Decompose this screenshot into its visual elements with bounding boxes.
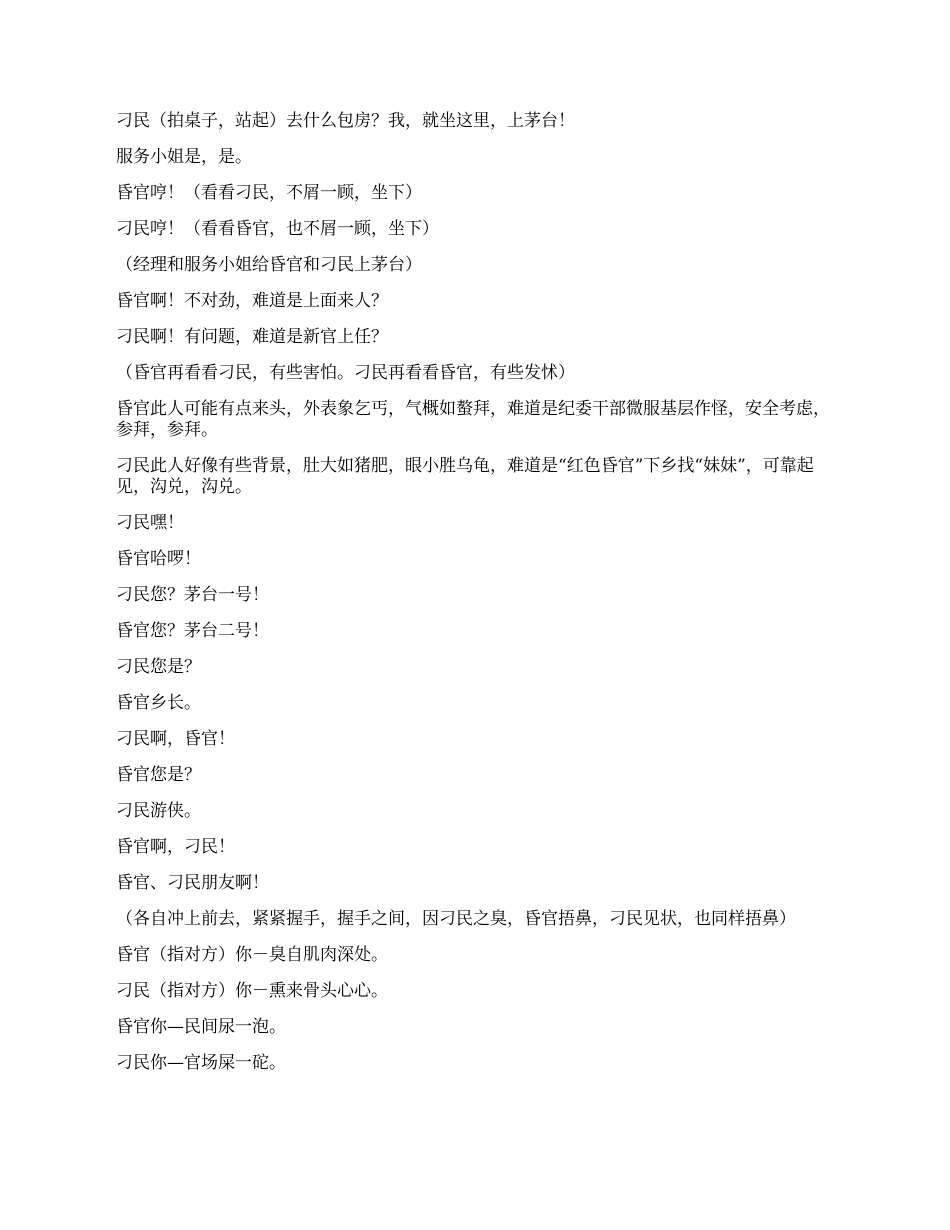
paragraph: 刁民游侠。 xyxy=(116,801,201,821)
paragraph: （各自冲上前去，紧紧握手，握手之间，因刁民之臭，昏官捂鼻，刁民见状，也同样捂鼻） xyxy=(116,909,796,929)
paragraph: 昏官、刁民朋友啊！ xyxy=(116,873,269,893)
paragraph: 刁民此人好像有些背景，肚大如猪肥，眼小胜乌龟，难道是“红色昏官”下乡找“妹妹”，可靠起见，沟兑，沟兑。 xyxy=(116,456,814,497)
script-text-body xyxy=(116,111,846,1089)
paragraph: 昏官您是？ xyxy=(116,765,201,785)
paragraph: 刁民您是？ xyxy=(116,657,201,677)
paragraph: 刁民（拍桌子，站起）去什么包房？我，就坐这里，上茅台！ xyxy=(116,111,575,131)
paragraph: 刁民您？茅台一号！ xyxy=(116,585,269,605)
paragraph: 服务小姐是，是。 xyxy=(116,147,252,167)
paragraph: （昏官再看看刁民，有些害怕。刁民再看看昏官，有些发怵） xyxy=(116,363,575,383)
paragraph: 昏官哈啰！ xyxy=(116,549,201,569)
paragraph: 昏官哼！（看看刁民，不屑一顾，坐下） xyxy=(116,183,422,203)
paragraph: 昏官此人可能有点来头，外表象乞丐，气概如螯拜，难道是纪委干部微服基层作怪，安全考虑，参拜，参拜。 xyxy=(116,399,830,440)
paragraph: 昏官（指对方）你－臭自肌肉深处。 xyxy=(116,945,388,965)
paragraph: 昏官啊，刁民！ xyxy=(116,837,235,857)
paragraph: 刁民你—官场屎一砣。 xyxy=(116,1053,286,1073)
paragraph: 刁民啊，昏官！ xyxy=(116,729,235,749)
paragraph: （经理和服务小姐给昏官和刁民上茅台） xyxy=(116,255,422,275)
paragraph: 昏官您？茅台二号！ xyxy=(116,621,269,641)
paragraph: 刁民哼！（看看昏官，也不屑一顾，坐下） xyxy=(116,219,439,239)
paragraph: 刁民嘿！ xyxy=(116,513,184,533)
paragraph: 昏官你—民间尿一泡。 xyxy=(116,1017,286,1037)
paragraph: 昏官啊！不对劲，难道是上面来人？ xyxy=(116,291,388,311)
paragraph: 刁民（指对方）你－熏来骨头心心。 xyxy=(116,981,388,1001)
paragraph: 昏官乡长。 xyxy=(116,693,201,713)
paragraph: 刁民啊！有问题，难道是新官上任？ xyxy=(116,327,388,347)
